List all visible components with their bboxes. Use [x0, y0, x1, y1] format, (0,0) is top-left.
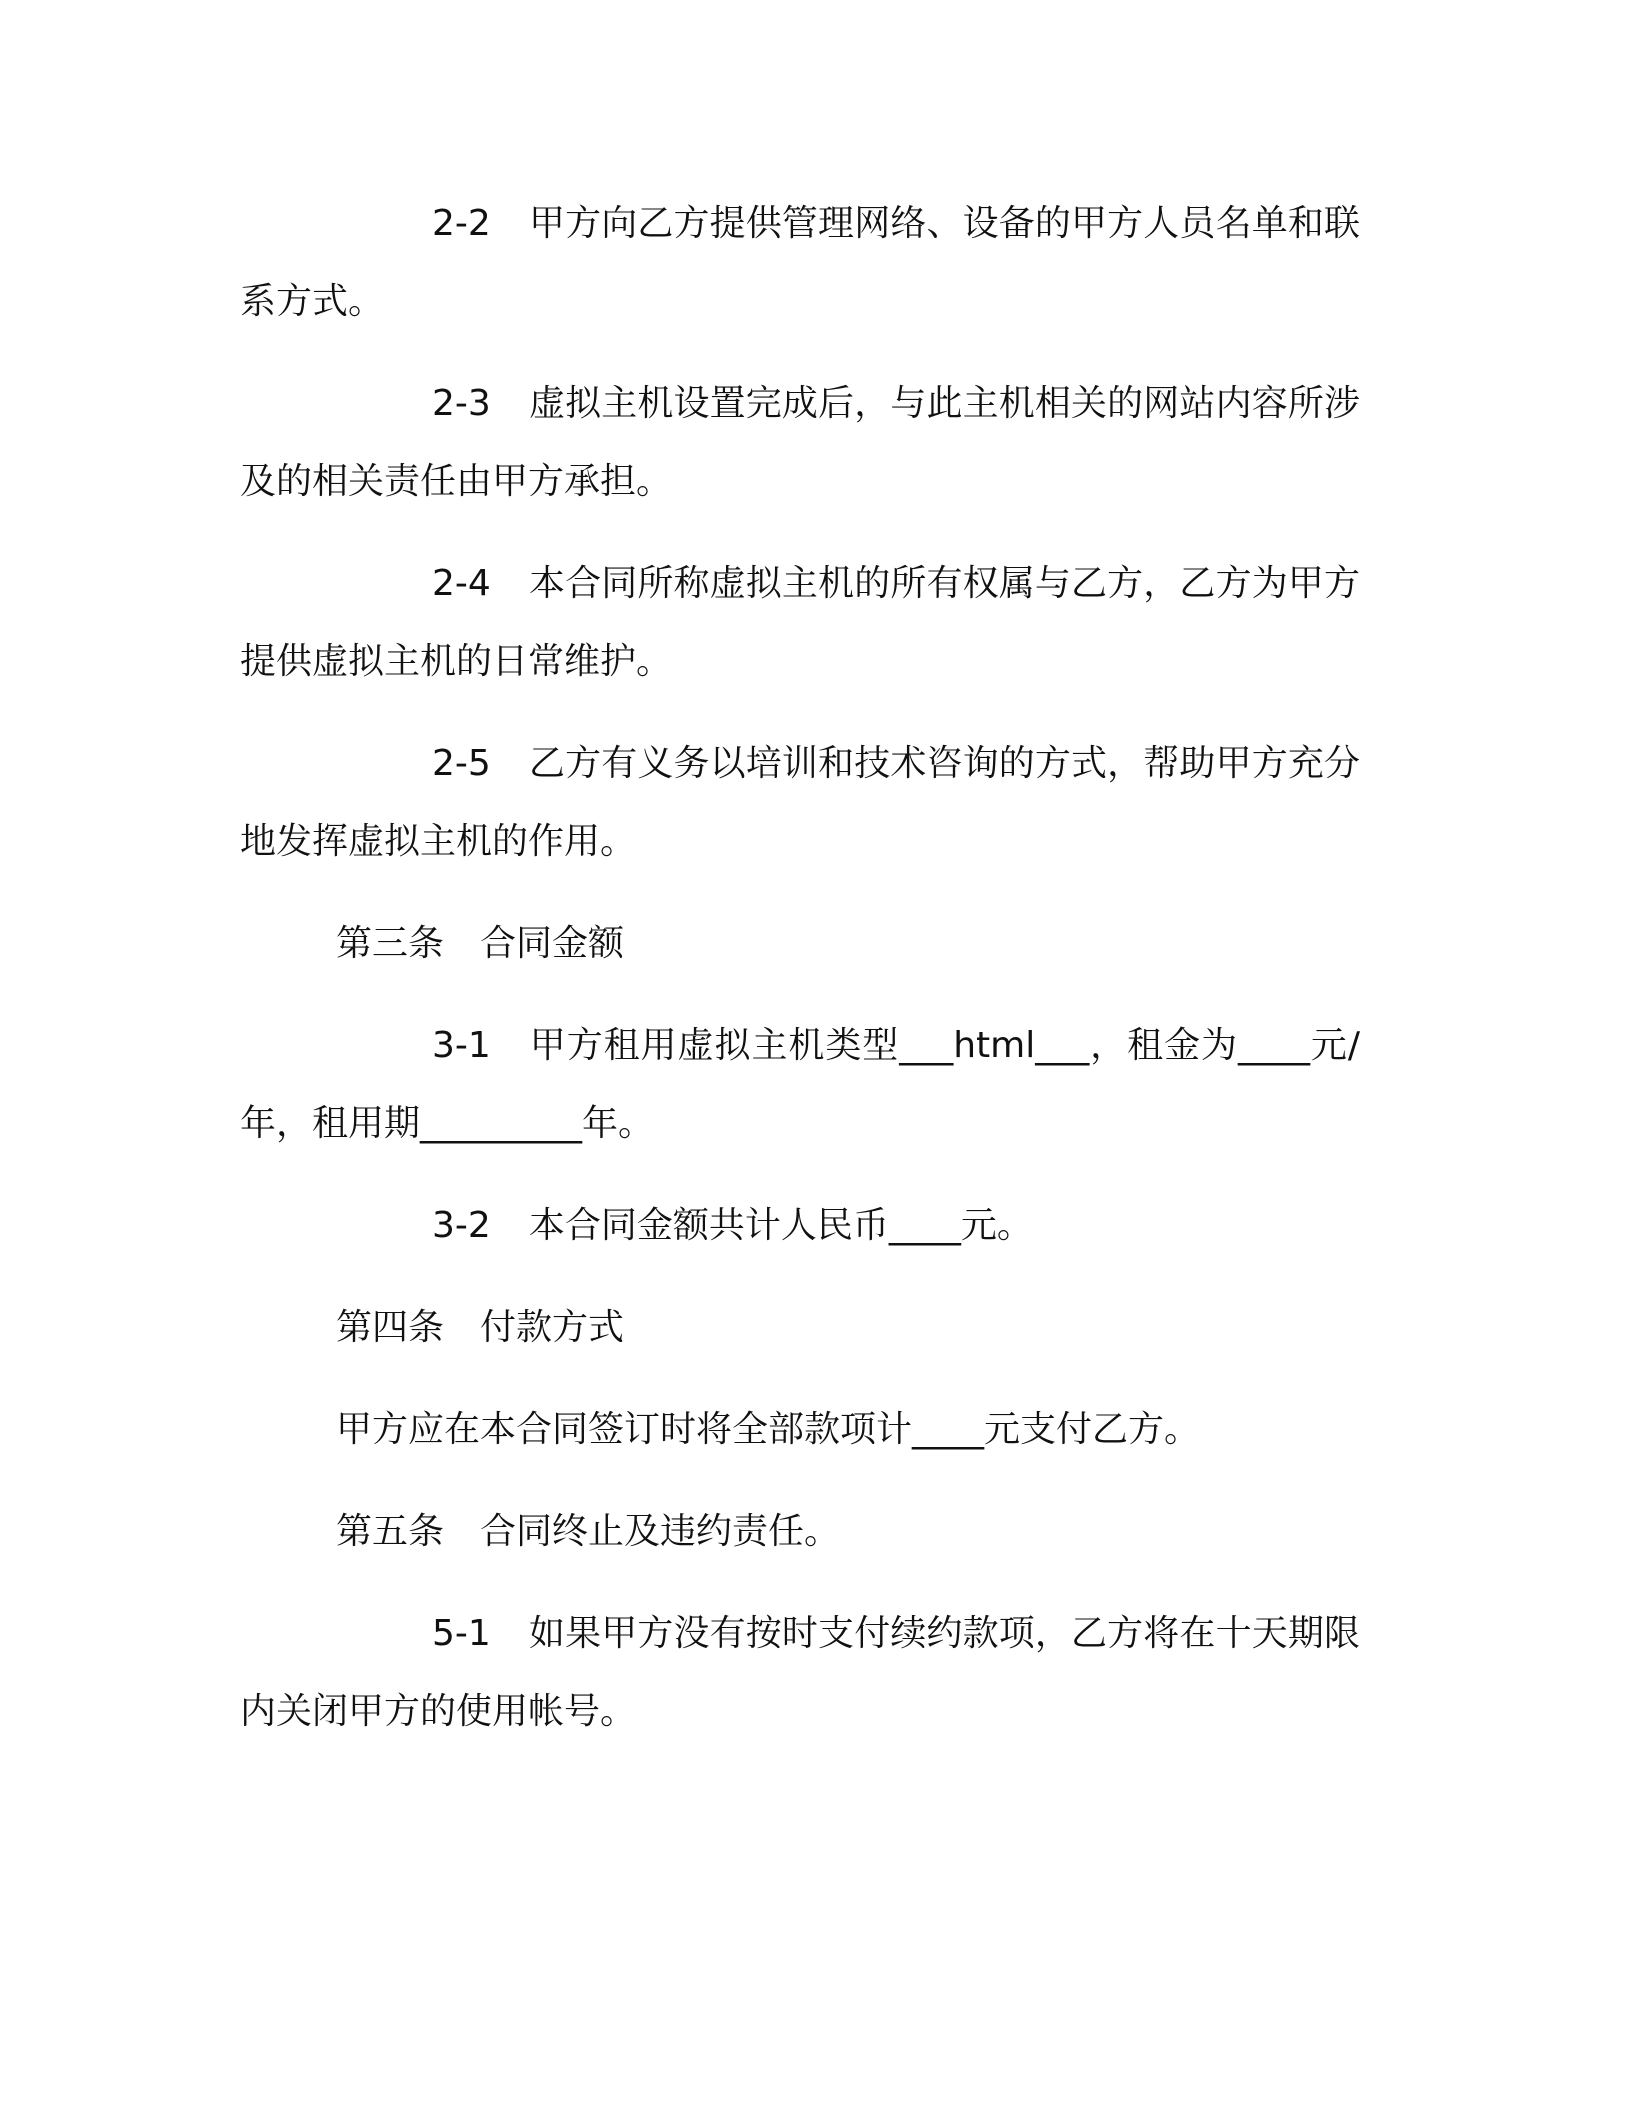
document-body	[240, 185, 1360, 1775]
clause-3-1	[240, 1007, 1360, 1163]
clause-text: 本合同金额共计人民币____元。	[528, 1205, 1033, 1246]
clause-number: 2-3	[432, 383, 491, 424]
article-title: 付款方式	[480, 1307, 625, 1348]
clause-2-4	[240, 545, 1360, 701]
clause-2-5	[240, 725, 1360, 881]
clause-5-1	[240, 1595, 1360, 1751]
clause-2-2	[240, 185, 1360, 341]
clause-number: 3-2	[432, 1205, 491, 1246]
article-5-heading	[240, 1493, 1360, 1571]
payment-text: 甲方应在本合同签订时将全部款项计____元支付乙方。	[336, 1409, 1201, 1450]
payment-clause	[240, 1391, 1360, 1469]
clause-number: 3-1	[432, 1025, 491, 1066]
clause-number: 2-4	[432, 563, 491, 604]
article-title: 合同终止及违约责任。	[480, 1511, 841, 1552]
article-title: 合同金额	[480, 923, 625, 964]
article-label: 第三条	[336, 923, 445, 964]
clause-text: 虚拟主机设置完成后，与此主机相关的网站内容所涉及的相关责任由甲方承担。	[240, 383, 1360, 502]
article-label: 第五条	[336, 1511, 445, 1552]
clause-2-3	[240, 365, 1360, 521]
clause-text: 乙方有义务以培训和技术咨询的方式，帮助甲方充分地发挥虚拟主机的作用。	[240, 743, 1360, 862]
clause-text: 如果甲方没有按时支付续约款项，乙方将在十天期限内关闭甲方的使用帐号。	[240, 1613, 1360, 1732]
clause-text: 甲方租用虚拟主机类型___html___，租金为____元/年，租用期_________年。	[240, 1025, 1360, 1144]
article-4-heading	[240, 1289, 1360, 1367]
clause-3-2	[240, 1187, 1360, 1265]
clause-number: 5-1	[432, 1613, 491, 1654]
article-label: 第四条	[336, 1307, 445, 1348]
clause-text: 本合同所称虚拟主机的所有权属与乙方，乙方为甲方提供虚拟主机的日常维护。	[240, 563, 1360, 682]
clause-number: 2-2	[432, 203, 491, 244]
clause-number: 2-5	[432, 743, 491, 784]
clause-text: 甲方向乙方提供管理网络、设备的甲方人员名单和联系方式。	[240, 203, 1360, 322]
article-3-heading	[240, 905, 1360, 983]
